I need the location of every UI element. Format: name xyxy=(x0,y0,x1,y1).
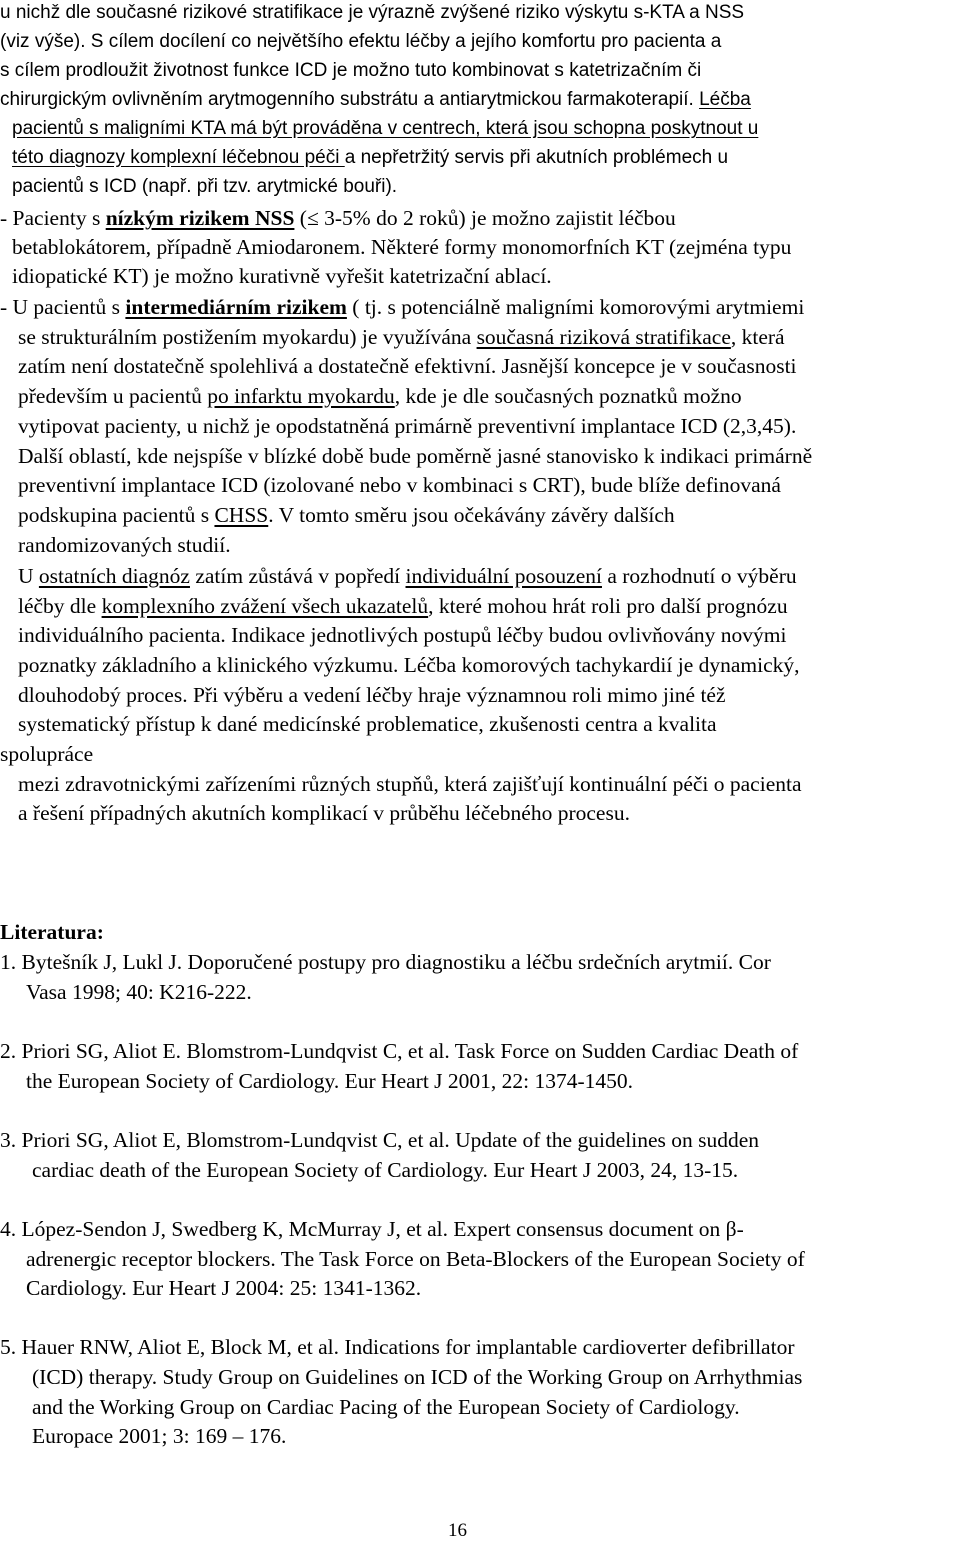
text-line xyxy=(12,234,791,260)
text-line xyxy=(0,87,751,113)
text-run: mezi zdravotnickými zařízeními různých stupňů, která zajišťují kontinuální péči o pacienta xyxy=(18,772,802,796)
text-run: randomizovaných studií. xyxy=(18,533,231,557)
text-line xyxy=(12,174,397,200)
text-run: individuální posouzení xyxy=(405,564,602,588)
text-run: u nichž dle současné rizikové stratifikace je výrazně zvýšené riziko výskytu s-KTA a NSS xyxy=(0,2,745,23)
text-run: vytipovat pacienty, u nichž je opodstatněná primárně preventivní implantace ICD (2,3,45). xyxy=(18,414,797,438)
text-line xyxy=(26,1275,421,1301)
text-line xyxy=(0,1334,794,1360)
text-run: podskupina pacientů s xyxy=(18,503,215,527)
text-run: především u pacientů xyxy=(18,384,208,408)
text-run: betablokátorem, případně Amiodaronem. Některé formy monomorfních KT (zejména typu xyxy=(12,235,792,259)
text-line xyxy=(32,1157,738,1183)
text-run: ( tj. s potenciálně maligními komorovými arytmiemi xyxy=(346,295,805,319)
text-run: idiopatické KT) je možno kurativně vyřešit katetrizační ablací. xyxy=(12,264,552,288)
text-run: nízkým rizikem NSS xyxy=(105,206,295,230)
text-run: poznatky základního a klinického výzkumu. Léčba komorových tachykardií je dynamický, xyxy=(18,653,800,677)
text-run: a nepřetržitý servis při akutních problémech u xyxy=(344,147,729,168)
text-run: CHSS xyxy=(214,503,269,527)
text-line xyxy=(0,29,721,55)
text-run: intermediárním rizikem xyxy=(125,295,347,319)
text-run: pacientů s maligními KTA má být prováděna v centrech, která jsou schopna poskytnout u xyxy=(12,118,759,139)
page-number: 16 xyxy=(448,1520,467,1541)
text-run: , která xyxy=(730,325,785,349)
text-run: spolupráce xyxy=(0,742,94,766)
text-run: komplexního zvážení všech ukazatelů xyxy=(101,594,429,618)
text-run: . V tomto směru jsou očekávány závěry dalších xyxy=(268,503,675,527)
text-line xyxy=(0,1216,744,1242)
text-line xyxy=(32,1394,740,1420)
text-line xyxy=(32,1364,802,1390)
text-run: adrenergic receptor blockers. The Task Force on Beta-Blockers of the European Society of xyxy=(26,1247,805,1271)
text-run: s cílem prodloužit životnost funkce ICD je možno tuto kombinovat s katetrizačním či xyxy=(0,60,702,81)
text-run: léčby dle xyxy=(18,594,102,618)
text-run: (ICD) therapy. Study Group on Guidelines on ICD of the Working Group on Arrhythmias xyxy=(32,1365,803,1389)
text-run: po infarktu myokardu xyxy=(207,384,395,408)
text-run: zatím není dostatečně spolehlivá a dostatečně efektivní. Jasnější koncepce je v současnosti xyxy=(18,354,797,378)
text-run: zatím zůstává v popředí xyxy=(189,564,406,588)
text-run: této diagnozy komplexní léčebnou péči xyxy=(12,147,345,168)
text-run: (≤ 3-5% do 2 roků) je možno zajistit léčbou xyxy=(294,206,676,230)
text-line xyxy=(18,711,717,737)
text-run: cardiac death of the European Society of Cardiology. Eur Heart J 2003, 24, 13-15. xyxy=(32,1158,739,1182)
text-run: pacientů s ICD (např. při tzv. arytmické bouři). xyxy=(12,176,398,197)
text-run: U xyxy=(18,564,39,588)
text-run: Literatura: xyxy=(0,920,104,944)
text-run: individuálního pacienta. Indikace jednotlivých postupů léčby budou ovlivňovány novými xyxy=(18,623,787,647)
text-run: 1. Bytešník J, Lukl J. Doporučené postupy pro diagnostiku a léčbu srdečních arytmií. Cor xyxy=(0,950,771,974)
text-run: Vasa 1998; 40: K216-222. xyxy=(26,980,252,1004)
text-run: , kde je dle současných poznatků možno xyxy=(394,384,742,408)
text-line xyxy=(18,563,797,589)
text-run: systematický přístup k dané medicínské problematice, zkušenosti centra a kvalita xyxy=(18,712,717,736)
text-line xyxy=(0,949,771,975)
text-line xyxy=(12,263,552,289)
text-line xyxy=(12,145,728,171)
text-run: (viz výše). S cílem docílení co největšího efektu léčby a jejího komfortu pro pacienta a xyxy=(0,31,722,52)
text-line xyxy=(18,353,797,379)
text-line xyxy=(18,652,800,678)
text-run: 2. Priori SG, Aliot E. Blomstrom-Lundqvist C, et al. Task Force on Sudden Cardiac Death of xyxy=(0,1039,799,1063)
text-line xyxy=(18,682,726,708)
text-line xyxy=(0,1038,798,1064)
text-line xyxy=(18,532,231,558)
text-run: a řešení případných akutních komplikací v průběhu léčebného procesu. xyxy=(18,801,630,825)
text-run: preventivní implantace ICD (izolované nebo v kombinaci s CRT), bude blíže definovaná xyxy=(18,473,781,497)
text-run: se strukturálním postižením myokardu) je využívána xyxy=(18,325,477,349)
text-line xyxy=(0,58,701,84)
text-run: Další oblastí, kde nejspíše v blízké době bude poměrně jasné stanovisko k indikaci primárně xyxy=(18,444,813,468)
text-line xyxy=(18,413,796,439)
text-line xyxy=(18,800,630,826)
text-line xyxy=(0,205,676,231)
text-run: ostatních diagnóz xyxy=(38,564,190,588)
text-line xyxy=(18,383,742,409)
text-line xyxy=(26,1246,805,1272)
text-run: 5. Hauer RNW, Aliot E, Block M, et al. Indications for implantable cardioverter defibrillator xyxy=(0,1335,795,1359)
text-run: Europace 2001; 3: 169 – 176. xyxy=(32,1424,287,1448)
text-run: - Pacienty s xyxy=(0,206,106,230)
text-line xyxy=(18,472,781,498)
text-line xyxy=(32,1423,286,1449)
text-run: 3. Priori SG, Aliot E, Blomstrom-Lundqvist C, et al. Update of the guidelines on sudden xyxy=(0,1128,760,1152)
text-line xyxy=(26,979,252,1005)
text-run: dlouhodobý proces. Při výběru a vedení léčby hraje významnou roli mimo jiné též xyxy=(18,683,726,707)
text-run: 4. López-Sendon J, Swedberg K, McMurray J, et al. Expert consensus document on β- xyxy=(0,1217,744,1241)
text-line xyxy=(18,324,785,350)
text-run: the European Society of Cardiology. Eur Heart J 2001, 22: 1374-1450. xyxy=(26,1069,634,1093)
text-line xyxy=(18,443,812,469)
text-run: , které mohou hrát roli pro další prognózu xyxy=(428,594,788,618)
text-line xyxy=(0,0,744,26)
text-run: chirurgickým ovlivněním arytmogenního substrátu a antiarytmickou farmakoterapií. xyxy=(0,89,700,110)
text-line xyxy=(0,294,804,320)
text-run: Cardiology. Eur Heart J 2004: 25: 1341-1362. xyxy=(26,1276,422,1300)
text-line xyxy=(0,1127,759,1153)
text-line xyxy=(0,919,104,945)
text-line xyxy=(18,771,802,797)
text-run: - U pacientů s xyxy=(0,295,126,319)
text-line xyxy=(18,622,786,648)
text-run: a rozhodnutí o výběru xyxy=(601,564,797,588)
text-line xyxy=(0,741,93,767)
text-line xyxy=(26,1068,633,1094)
text-line xyxy=(12,116,758,142)
text-line xyxy=(18,502,675,528)
text-run: Léčba xyxy=(699,89,751,110)
text-line xyxy=(18,593,788,619)
text-run: současná riziková stratifikace xyxy=(476,325,731,349)
text-run: and the Working Group on Cardiac Pacing of the European Society of Cardiology. xyxy=(32,1395,740,1419)
